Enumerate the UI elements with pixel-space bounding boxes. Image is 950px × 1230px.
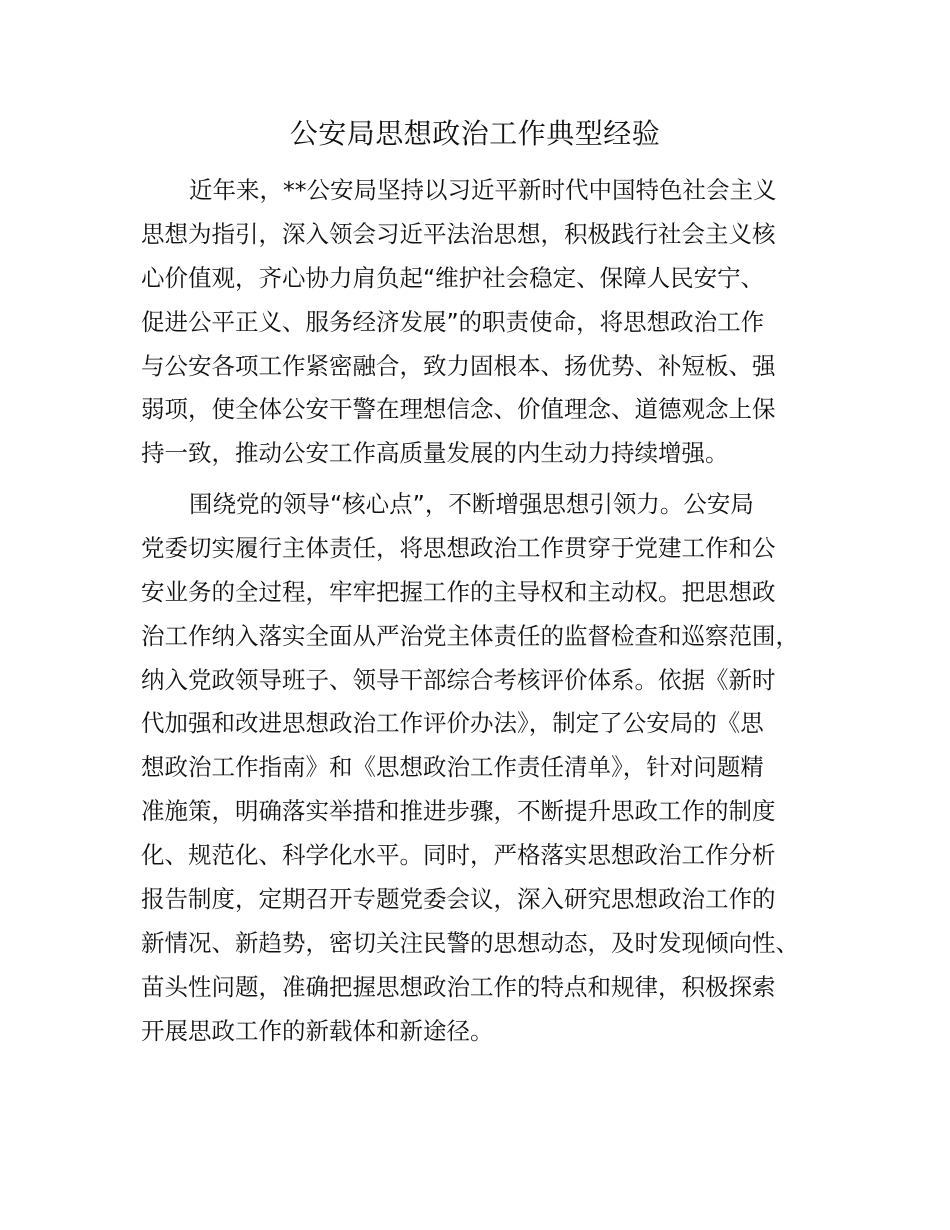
paragraph-intro xyxy=(141,169,841,476)
paragraph-line: 纳入党政领导班子、领导干部综合考核评价体系。依据《新时 xyxy=(141,665,776,694)
paragraph-line: 治工作纳入落实全面从严治党主体责任的监督检查和巡察范围， xyxy=(141,621,799,650)
paragraph-party-leadership xyxy=(141,483,841,1054)
paragraph-line: 围绕党的领导“核心点”，不断增强思想引领力。公安局 xyxy=(189,490,754,518)
paragraph-line: 思想为指引，深入领会习近平法治思想，积极践行社会主义核 xyxy=(141,219,776,248)
paragraph-line: 安业务的全过程，牢牢把握工作的主导权和主动权。把思想政 xyxy=(141,577,776,606)
paragraph-line: 报告制度，定期召开专题党委会议，深入研究思想政治工作的 xyxy=(141,885,776,914)
paragraph-line: 促进公平正义、服务经济发展”的职责使命，将思想政治工作 xyxy=(141,307,765,336)
paragraph-line: 新情况、新趋势，密切关注民警的思想动态，及时发现倾向性、 xyxy=(141,928,799,957)
paragraph-line: 心价值观，齐心协力肩负起“维护社会稳定、保障人民安宁、 xyxy=(141,263,765,292)
paragraph-line: 代加强和改进思想政治工作评价办法》，制定了公安局的《思 xyxy=(141,709,764,738)
paragraph-line: 近年来，**公安局坚持以习近平新时代中国特色社会主义 xyxy=(189,176,777,204)
paragraph-line: 想政治工作指南》和《思想政治工作责任清单》，针对问题精 xyxy=(141,753,764,782)
document-title: 公安局思想政治工作典型经验 xyxy=(289,117,661,150)
paragraph-line: 苗头性问题，准确把握思想政治工作的特点和规律，积极探索 xyxy=(141,972,776,1001)
paragraph-line: 与公安各项工作紧密融合，致力固根本、扬优势、补短板、强 xyxy=(141,351,776,380)
paragraph-line: 准施策，明确落实举措和推进步骤，不断提升思政工作的制度 xyxy=(141,797,776,826)
paragraph-line: 党委切实履行主体责任，将思想政治工作贯穿于党建工作和公 xyxy=(141,533,776,562)
paragraph-line: 弱项，使全体公安干警在理想信念、价值理念、道德观念上保 xyxy=(141,395,776,424)
paragraph-line: 持一致，推动公安工作高质量发展的内生动力持续增强。 xyxy=(141,439,729,468)
paragraph-line: 化、规范化、科学化水平。同时，严格落实思想政治工作分析 xyxy=(141,841,776,870)
paragraph-line: 开展思政工作的新载体和新途径。 xyxy=(141,1016,494,1045)
